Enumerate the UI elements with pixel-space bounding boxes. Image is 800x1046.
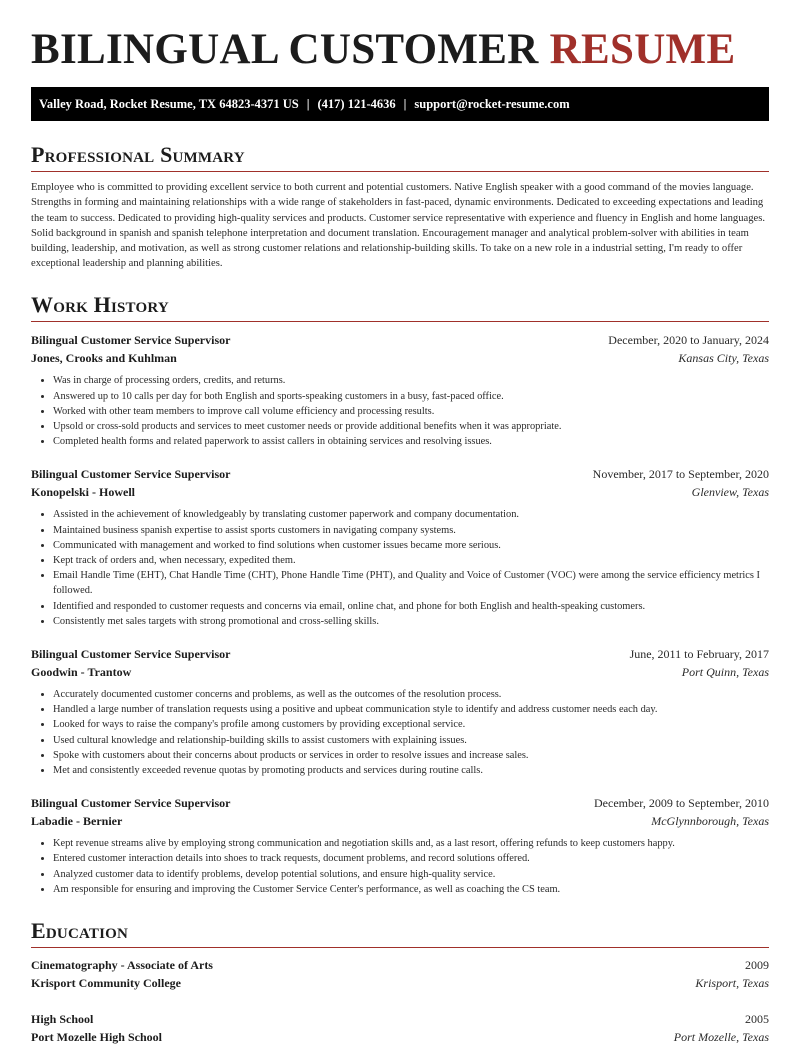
- education-school: Krisport Community College: [31, 976, 181, 991]
- job-bullet: • Met and consistently exceeded revenue quotas by promoting products and services during routine calls.: [53, 763, 769, 778]
- job-bullet: • Accurately documented customer concerns and problems, as well as the outcomes of the resolution process.: [53, 687, 769, 702]
- job-bullet: • Was in charge of processing orders, credits, and returns.: [53, 373, 769, 388]
- education-location: Port Mozelle, Texas: [673, 1030, 769, 1045]
- job-bullet: • Kept revenue streams alive by employing strong communication and negotiation skills and, as a last resort, offering refunds to keep customers happy.: [53, 836, 769, 851]
- job-bullet: • Answered up to 10 calls per day for both English and sports-speaking customers in a busy, fast-paced office.: [53, 389, 769, 404]
- education-school: Port Mozelle High School: [31, 1030, 162, 1045]
- education-year: 2005: [745, 1012, 769, 1027]
- education-entry: [31, 956, 769, 992]
- contact-bar: [31, 87, 769, 121]
- job-bullet: • Am responsible for ensuring and improving the Customer Service Center's performance, as well as coaching the CS team.: [53, 882, 769, 897]
- job-bullet: • Identified and responded to customer requests and concerns via email, online chat, and phone for both English and health-speaking customers.: [53, 599, 769, 614]
- job-bullet: • Looked for ways to raise the company's profile among customers by providing exceptional service.: [53, 717, 769, 732]
- job-bullet: • Analyzed customer data to identify problems, develop potential solutions, and ensure high-quality service.: [53, 867, 769, 882]
- job-bullet: • Spoke with customers about their concerns about products or services in order to resolve issues and increase sales.: [53, 748, 769, 763]
- job-bullet: • Entered customer interaction details into shoes to track requests, document problems, and record solutions offered.: [53, 851, 769, 866]
- job-entry: [31, 645, 769, 778]
- job-bullet: • Communicated with management and worked to find solutions when customer issues became more serious.: [53, 538, 769, 553]
- job-location: McGlynnborough, Texas: [651, 814, 769, 829]
- job-company: Jones, Crooks and Kuhlman: [31, 351, 177, 366]
- resume-page: [31, 0, 769, 1046]
- contact-email: support@rocket-resume.com: [414, 96, 570, 111]
- job-bullet: • Completed health forms and related paperwork to assist callers in obtaining services and resolving issues.: [53, 434, 769, 449]
- contact-separator: |: [306, 96, 310, 111]
- job-bullet: • Worked with other team members to improve call volume efficiency and processing results.: [53, 404, 769, 419]
- education-year: 2009: [745, 958, 769, 973]
- resume-title: [31, 28, 769, 71]
- job-entry: [31, 331, 769, 449]
- contact-separator: |: [403, 96, 407, 111]
- job-bullet: • Maintained business spanish expertise to assist sports customers in navigating company systems.: [53, 523, 769, 538]
- job-bullets: [31, 836, 769, 897]
- education-degree: High School: [31, 1012, 94, 1027]
- job-title: Bilingual Customer Service Supervisor: [31, 796, 231, 811]
- job-bullet: • Used cultural knowledge and relationship-building skills to assist customers with explaining issues.: [53, 733, 769, 748]
- job-dates: December, 2020 to January, 2024: [608, 333, 769, 348]
- job-bullets: [31, 507, 769, 629]
- job-bullet: • Email Handle Time (EHT), Chat Handle Time (CHT), Phone Handle Time (PHT), and Quality and Voice of Customer (VOC) were among the service efficiency metrics I followed.: [53, 568, 769, 598]
- education-degree: Cinematography - Associate of Arts: [31, 958, 213, 973]
- job-bullet: • Assisted in the achievement of knowledgeably by translating customer paperwork and company documentation.: [53, 507, 769, 522]
- job-dates: June, 2011 to February, 2017: [629, 647, 769, 662]
- education-location: Krisport, Texas: [695, 976, 769, 991]
- job-location: Kansas City, Texas: [678, 351, 769, 366]
- title-accent: RESUME: [549, 26, 736, 73]
- job-entry: [31, 465, 769, 629]
- job-title: Bilingual Customer Service Supervisor: [31, 333, 231, 348]
- job-bullet: • Upsold or cross-sold products and services to meet customer needs or provide additional benefits when it was appropriate.: [53, 419, 769, 434]
- job-company: Goodwin - Trantow: [31, 665, 132, 680]
- summary-heading: Professional Summary: [31, 143, 769, 172]
- job-company: Labadie - Bernier: [31, 814, 123, 829]
- work-history-heading: Work History: [31, 293, 769, 322]
- job-bullets: [31, 687, 769, 778]
- job-bullet: • Consistently met sales targets with strong promotional and cross-selling skills.: [53, 614, 769, 629]
- title-main: BILINGUAL CUSTOMER: [31, 26, 539, 73]
- job-title: Bilingual Customer Service Supervisor: [31, 467, 231, 482]
- job-location: Port Quinn, Texas: [681, 665, 769, 680]
- job-dates: November, 2017 to September, 2020: [592, 467, 769, 482]
- job-dates: December, 2009 to September, 2010: [594, 796, 769, 811]
- job-bullet: • Handled a large number of translation requests using a positive and upbeat communication style to identify and address customer needs each day.: [53, 702, 769, 717]
- education-heading: Education: [31, 919, 769, 948]
- job-entry: [31, 794, 769, 897]
- education-entry: [31, 1010, 769, 1046]
- summary-text: Employee who is committed to providing excellent service to both current and potential customers. Native English speaker with a good command of the movies language. Strengths in forming and maintaining relationships with a wide range of stakeholders in fast-paced, dynamic environments. Dedicated to exceeding expectations and leading the team to success. Dedicated to providing high-quality services and products. Customer service representative with experience and fluency in English and home languages. Solid background in spanish and spanish telephone interpretation and document translation. Encouragement manager and analytical problem-solver with abilities in team building, leadership, and motivation, as well as strong customer relations and relationship-building skills. To take on a new role in a industrial setting, I'm ready to offer exceptional leadership and planning abilities.: [31, 182, 765, 270]
- job-company: Konopelski - Howell: [31, 485, 136, 500]
- contact-phone: (417) 121-4636: [317, 96, 396, 111]
- job-bullets: [31, 373, 769, 449]
- contact-address: Valley Road, Rocket Resume, TX 64823-4371 US: [39, 96, 299, 111]
- job-bullet: • Kept track of orders and, when necessary, expedited them.: [53, 553, 769, 568]
- job-title: Bilingual Customer Service Supervisor: [31, 647, 231, 662]
- job-location: Glenview, Texas: [691, 485, 769, 500]
- work-history-list: [31, 331, 769, 897]
